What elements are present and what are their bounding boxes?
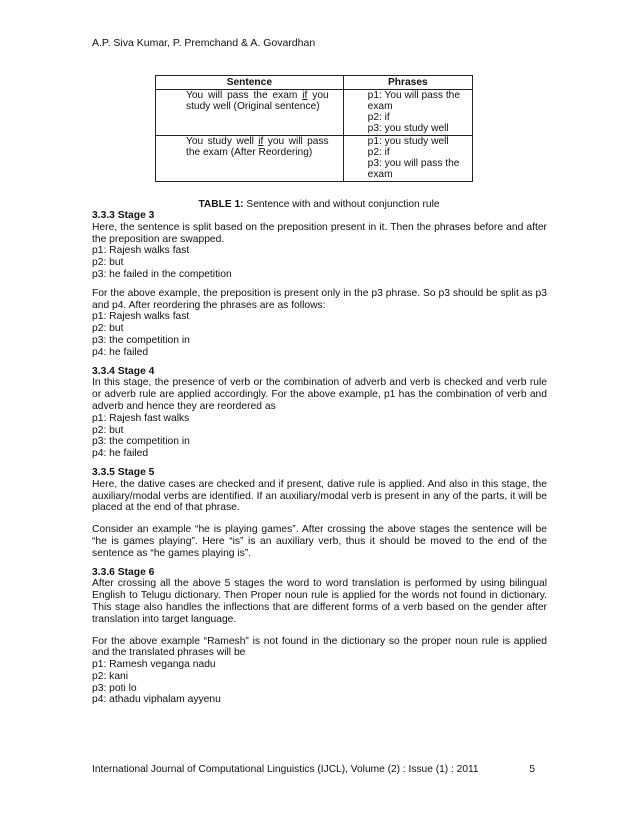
- phrase-line: p1: Ramesh veganga nadu: [92, 659, 216, 671]
- table-row: [156, 136, 473, 182]
- phrase-line: p3: he failed in the competition: [92, 268, 232, 280]
- journal-citation: International Journal of Computational Linguistics (IJCL), Volume (2) : Issue (1) : 2011: [92, 764, 479, 775]
- running-header: A.P. Siva Kumar, P. Premchand & A. Govardhan: [92, 37, 316, 49]
- phrase-line: p4: he failed: [92, 448, 149, 460]
- phrase-line: p4: he failed: [92, 346, 149, 358]
- paragraph: Consider an example “he is playing games”. After crossing the above stages the sentence will be “he is games playing”. Here “is” is an auxiliary verb, thus it should be moved to the end of the sentence as “he games playing is”.: [92, 524, 547, 559]
- sentence-cell: You will pass the exam if you study well (Original sentence): [156, 90, 344, 136]
- caption-text: Sentence with and without conjunction rule: [243, 199, 440, 210]
- phrase-line: exam: [367, 101, 393, 112]
- page-number: 5: [529, 764, 535, 775]
- paragraph: For the above example “Ramesh” is not found in the dictionary so the proper noun rule is applied and the translated phrases will be: [92, 635, 547, 659]
- phrase-line: p2: but: [92, 424, 124, 436]
- section-heading: 3.3.6 Stage 6: [92, 566, 155, 578]
- phrase-line: p4: athadu viphalam ayyenu: [92, 694, 221, 706]
- phrase-line: p1: you study well: [367, 136, 449, 147]
- column-header-phrases: Phrases: [343, 76, 472, 90]
- sentence-cell: You study well if you will pass the exam (After Reordering): [156, 136, 344, 182]
- table-row: [156, 90, 473, 136]
- conjunction-keyword: if: [302, 90, 308, 101]
- section-stage-3-continued: [92, 288, 547, 359]
- body-text: [92, 210, 547, 713]
- section-stage-3: [92, 210, 547, 281]
- phrase-line: p3: the competition in: [92, 436, 190, 448]
- section-stage-5: [92, 467, 547, 514]
- section-heading: 3.3.3 Stage 3: [92, 210, 155, 221]
- phrase-line: p3: you will pass the: [367, 158, 460, 169]
- phrase-line: p1: You will pass the: [367, 90, 460, 101]
- paragraph: After crossing all the above 5 stages the word to word translation is performed by using bilingual English to Telugu dictionary. Then Proper noun rule is applied for the words not found in dictionary. This stage also handles the inflections that are different forms of a verb based on the gender after translation into target language.: [92, 578, 547, 625]
- phrase-line: p2: kani: [92, 670, 129, 682]
- phrase-line: p3: poti lo: [92, 682, 137, 694]
- conjunction-keyword: if: [258, 136, 264, 147]
- phrase-line: p1: Rajesh fast walks: [92, 412, 190, 424]
- section-stage-6: [92, 567, 547, 626]
- phrase-line: p1: Rajesh walks fast: [92, 245, 190, 257]
- section-heading: 3.3.5 Stage 5: [92, 466, 155, 478]
- caption-label: TABLE 1:: [198, 199, 244, 210]
- phrase-line: exam: [367, 169, 393, 180]
- phrase-line: p2: but: [92, 257, 124, 269]
- paragraph: For the above example, the preposition is present only in the p3 phrase. So p3 should be split as p3 and p4. After reordering the phrases are as follows:: [92, 287, 547, 311]
- paragraph: Here, the dative cases are checked and if present, dative rule is applied. And also in this stage, the auxiliary/modal verbs are identified. If an auxiliary/modal verb is present in any of the parts, it will be placed at the end of that phrase.: [92, 478, 547, 514]
- table-header-row: [156, 76, 473, 90]
- sentence-phrases-table: [155, 75, 473, 182]
- phrase-line: p2: but: [92, 323, 124, 335]
- section-heading: 3.3.4 Stage 4: [92, 365, 155, 377]
- phrase-line: p3: you study well: [367, 123, 449, 134]
- phrases-cell: [343, 136, 472, 182]
- section-stage-4: [92, 366, 547, 460]
- phrase-line: p3: the competition in: [92, 334, 190, 346]
- phrase-line: p2: if: [367, 112, 390, 123]
- paragraph: In this stage, the presence of verb or the combination of adverb and verb is checked and verb rule or adverb rule are applied accordingly. For the above example, p1 has the combination of verb and adverb and hence they are reordered as: [92, 377, 547, 412]
- running-footer: [92, 764, 547, 776]
- paragraph: Here, the sentence is split based on the preposition present in it. Then the phrases before and after the preposition are swapped.: [92, 221, 547, 245]
- phrases-cell: [343, 90, 472, 136]
- phrase-line: p2: if: [367, 147, 390, 158]
- phrase-line: p1: Rajesh walks fast: [92, 311, 190, 323]
- column-header-sentence: Sentence: [156, 76, 344, 90]
- section-stage-5-continued: [92, 524, 547, 559]
- section-stage-6-continued: [92, 636, 547, 707]
